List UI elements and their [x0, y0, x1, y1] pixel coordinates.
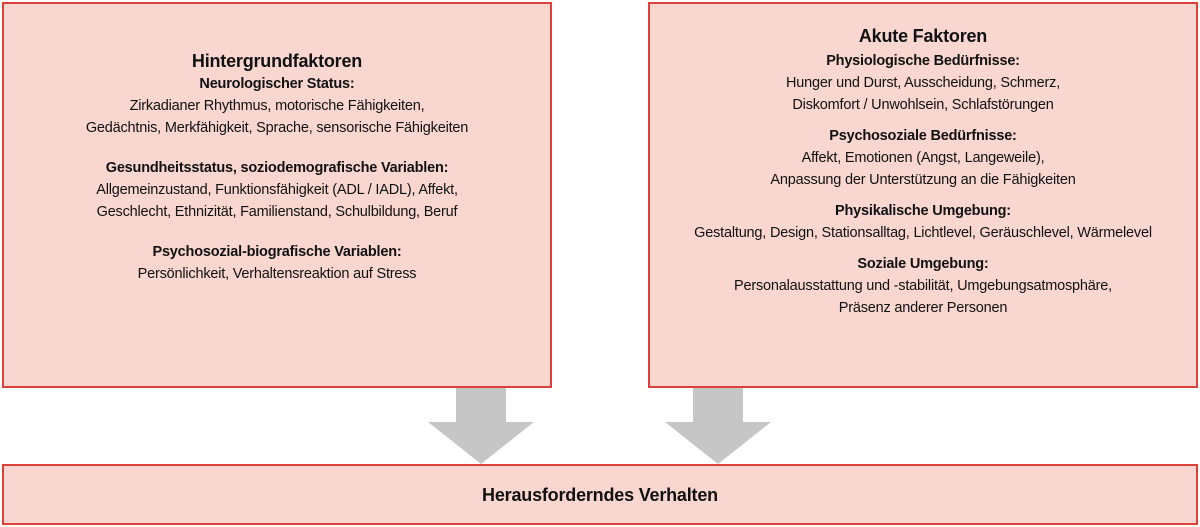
section-text: Präsenz anderer Personen — [838, 300, 1008, 316]
section-heading: Physiologische Bedürfnisse: — [826, 53, 1020, 69]
outcome-title: Herausforderndes Verhalten — [482, 484, 718, 505]
physiological-needs-section — [650, 50, 1196, 116]
background-factors-box — [2, 2, 552, 388]
social-environment-section — [650, 253, 1196, 319]
section-text: Zirkadianer Rhythmus, motorische Fähigkeiten, — [129, 98, 425, 114]
section-heading: Psychosozial-biografische Variablen: — [152, 244, 402, 260]
section-text: Diskomfort / Unwohlsein, Schlafstörungen — [792, 97, 1054, 113]
section-heading: Physikalische Umgebung: — [835, 203, 1011, 219]
health-status-section — [4, 157, 550, 223]
down-arrow-left-icon — [428, 388, 534, 464]
section-text: Hunger und Durst, Ausscheidung, Schmerz, — [785, 75, 1061, 91]
section-text: Affekt, Emotionen (Angst, Langeweile), — [801, 150, 1045, 166]
section-heading: Psychosoziale Bedürfnisse: — [829, 128, 1017, 144]
background-factors-title: Hintergrundfaktoren — [191, 51, 363, 71]
section-text: Anpassung der Unterstützung an die Fähigkeiten — [770, 172, 1076, 188]
section-text: Gestaltung, Design, Stationsalltag, Lichtlevel, Geräuschlevel, Wärmelevel — [694, 225, 1152, 241]
down-arrow-right-icon — [665, 388, 771, 464]
physical-environment-section — [650, 200, 1196, 244]
section-text: Allgemeinzustand, Funktionsfähigkeit (ADL / IADL), Affekt, — [96, 182, 458, 198]
section-heading: Gesundheitsstatus, soziodemografische Variablen: — [105, 160, 449, 176]
section-text: Gedächtnis, Merkfähigkeit, Sprache, sensorische Fähigkeiten — [85, 120, 469, 136]
section-text: Persönlichkeit, Verhaltensreaktion auf Stress — [137, 266, 417, 282]
psychosocial-biographic-section — [4, 241, 550, 285]
section-heading: Neurologischer Status: — [199, 76, 355, 92]
section-heading: Soziale Umgebung: — [857, 256, 989, 272]
acute-factors-box — [648, 2, 1198, 388]
section-text: Personalausstattung und -stabilität, Umgebungsatmosphäre, — [734, 278, 1112, 294]
acute-factors-title: Akute Faktoren — [858, 26, 988, 46]
outcome-box — [2, 464, 1198, 525]
section-text: Geschlecht, Ethnizität, Familienstand, Schulbildung, Beruf — [96, 204, 458, 220]
psychosocial-needs-section — [650, 125, 1196, 191]
neurological-status-section — [4, 73, 550, 139]
